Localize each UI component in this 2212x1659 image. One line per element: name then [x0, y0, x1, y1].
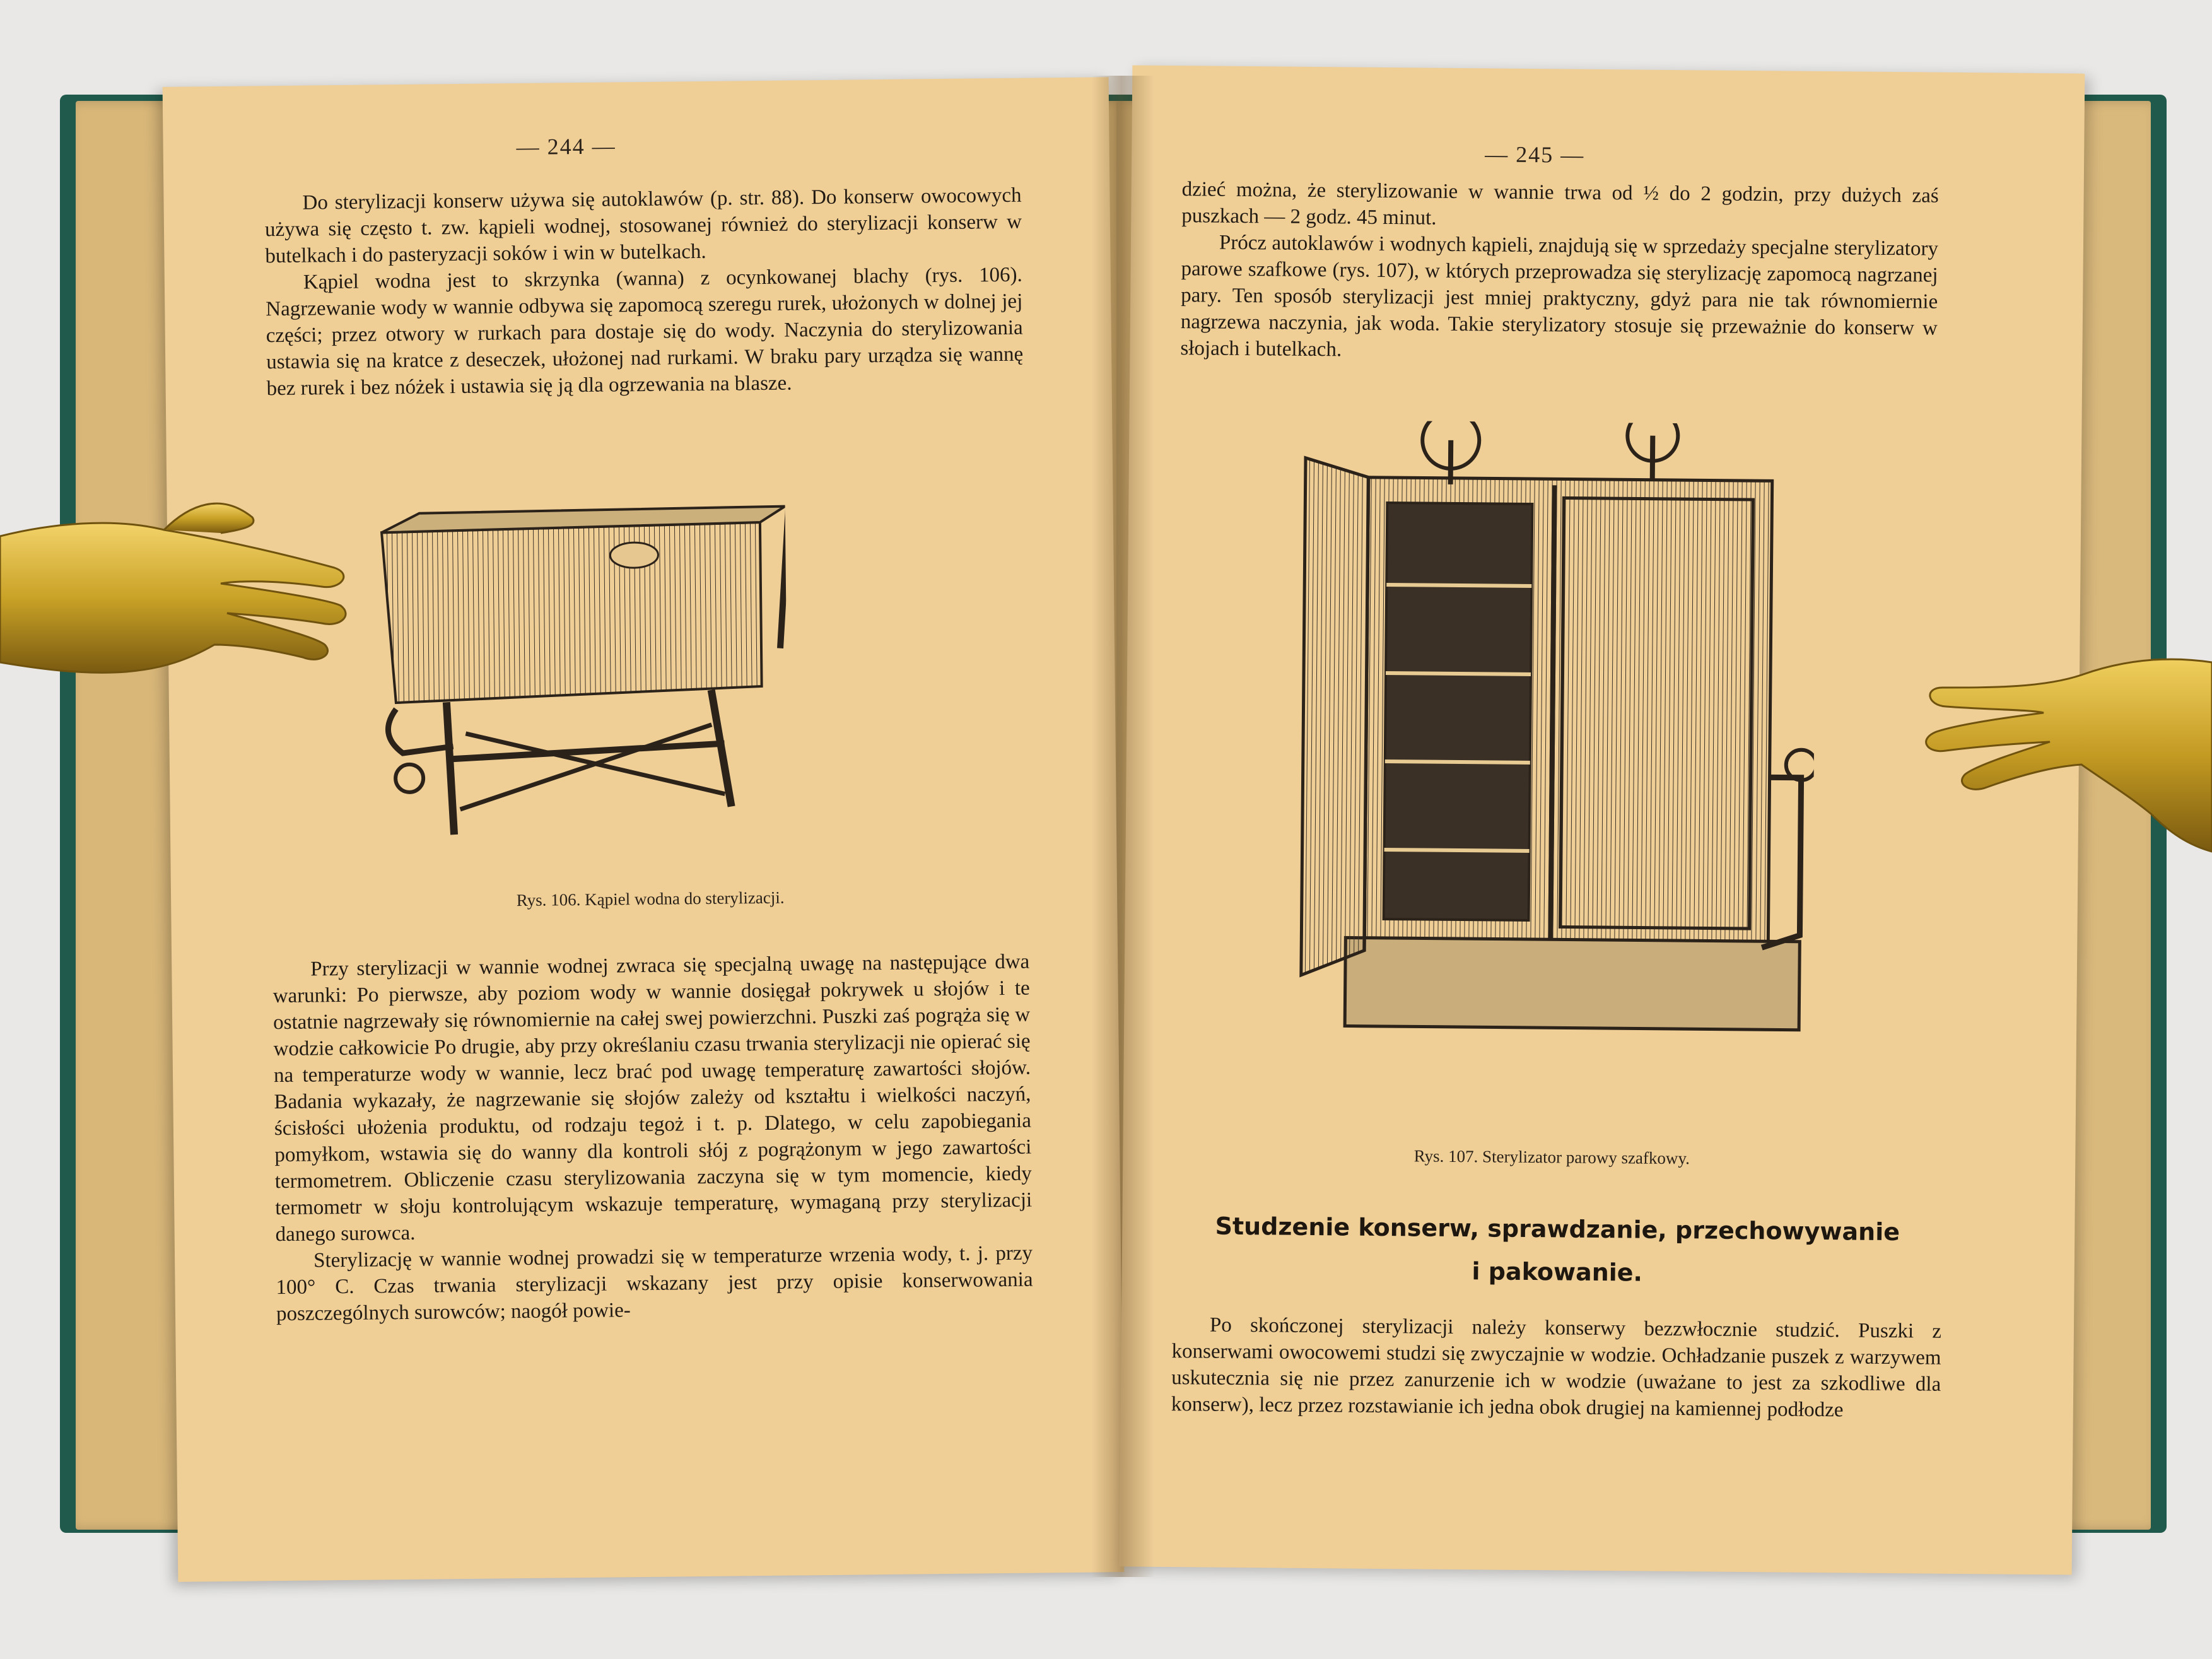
- paragraph: Przy sterylizacji w wannie wodnej zwraca się specjalną uwagę na następujące dwa warunki: Po pierwsze, aby poziom wody w wannie dosięgał pokrywek u słojów i te ostatnie nagrzewały się równomiernie na całej swej powierzchni. Puszki zaś pogrąża się w wodzie całkowicie Po drugie, aby przy określaniu czasu trwania sterylizacji nie opierać się na temperaturze wody w wannie, lecz brać pod uwagę temperaturę zawartości słojów. Badania wykazały, że nagrzewanie się słojów zależy od kształtu i wielkości naczyń, ścisłości ułożenia produktu, od rodzaju tegoż i t. p. Dlatego, w celu zapobiegania pomyłkom, wstawia się do wanny dla kontroli słój z pogrążonym w jego zawartości termometrem. Obliczenie czasu sterylizowania zaczyna się w tym momencie, kiedy termometr w słoju kontrolującym wskazuje temperaturę, wymaganą przy sterylizacji danego surowca.: [272, 950, 1033, 1246]
- right-brass-clip: [1917, 624, 2212, 915]
- figure-caption: Rys. 107. Sterylizator parowy szafkowy.: [1413, 1146, 1690, 1168]
- steam-sterilizer-illustration: [1268, 419, 1817, 1118]
- left-page: [163, 77, 1125, 1582]
- left-brass-clip: [0, 479, 353, 782]
- water-bath-illustration: [356, 478, 788, 861]
- book-gutter: [1091, 76, 1154, 1577]
- intro-text: [264, 182, 1023, 402]
- page-number: — 244 —: [516, 133, 616, 160]
- paragraph: dzieć można, że sterylizowanie w wannie trwa od ½ do 2 godzin, przy dużych zaś puszkach — 2 godz. 45 minut.: [1181, 178, 1939, 230]
- body-text: [272, 949, 1033, 1328]
- paragraph: Sterylizację w wannie wodnej prowadzi się w temperaturze wrzenia wody, t. j. przy 100° C. Czas trwania sterylizacji wskazany jest przy opisie konserwowania poszczególnych surowców; naogół powie-: [276, 1241, 1033, 1326]
- heading-line: Studzenie konserw, sprawdzanie, przechowywanie: [1215, 1212, 1900, 1246]
- paragraph: Po skończonej sterylizacji należy konserwy bezzwłocznie studzić. Puszki z konserwami owocowemi studzi się zwyczajnie w wodzie. Ochładzanie puszek z warzywem uskutecznia się nie przez zanurzenie ich w wodzie (uważane to jest za szkodliwe dla konserw), lecz przez rozstawianie ich jedna obok drugiej na kamiennej podłodze: [1171, 1313, 1942, 1422]
- paragraph: Kąpiel wodna jest to skrzynka (wanna) z ocynkowanej blachy (rys. 106). Nagrzewanie wody w wannie odbywa się zapomocą szeregu rurek, ułożonych w dolnej jej części; przez otwory w rurkach para dostaje się do wody. Naczynia do sterylizowania ustawia się na kratce z deseczek, ułożonej nad rurkami. W braku pary urządza się wannę bez rurek i bez nóżek i ustawia się ją dla ogrzewania na blasze.: [266, 263, 1024, 401]
- intro-text: [1180, 176, 1939, 368]
- paragraph: Do sterylizacji konserw używa się autoklawów (p. str. 88). Do konserw owocowych używa się często t. zw. kąpieli wodnej, stosowanej również do sterylizacji konserw w butelkach i do pasteryzacji soków i win w butelkach.: [264, 184, 1022, 268]
- page-number: — 245 —: [1485, 141, 1585, 168]
- section-heading: [1159, 1204, 1955, 1297]
- paragraph: Prócz autoklawów i wodnych kąpieli, znajdują się w sprzedaży specjalne sterylizatory parowe szafkowe (rys. 107), w których przeprowadza się sterylizację zapomocą nagrzanej pary. Ten sposób sterylizacji jest mniej praktyczny, gdyż para nie tak równomiernie nagrzewa naczynia, jak woda. Takie sterylizatory stosuje się przeważnie do konserw w słojach i butelkach.: [1180, 231, 1939, 361]
- figure-caption: Rys. 106. Kąpiel wodna do sterylizacji.: [516, 888, 785, 910]
- heading-line: i pakowanie.: [1472, 1257, 1643, 1287]
- body-text: [1171, 1311, 1941, 1424]
